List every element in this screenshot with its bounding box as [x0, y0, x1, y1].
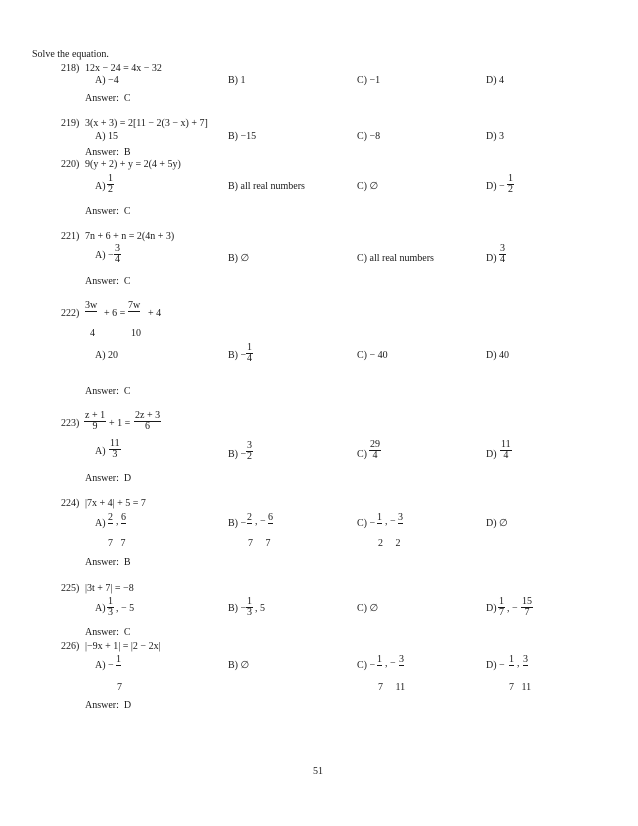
- choice-d-fraction-2: [521, 597, 533, 618]
- denominator: 9: [92, 421, 98, 432]
- answer: Answer: C: [85, 276, 131, 287]
- choice-d: D) ∅: [486, 518, 508, 529]
- denominator: 4: [500, 254, 505, 265]
- numerator: z + 1: [85, 410, 106, 421]
- choice-d-top-2: 3: [523, 654, 528, 665]
- answer: Answer: D: [85, 700, 132, 711]
- choice-b-label: B) −: [228, 449, 247, 460]
- choice-b-bottom: 7 7: [248, 538, 271, 549]
- choice-d-middle: , −: [507, 603, 518, 614]
- choice-b: B) 1: [228, 75, 246, 86]
- numerator: 11: [110, 438, 120, 449]
- choice-c-separator: , −: [385, 658, 396, 669]
- equation-left-denominator: 4: [90, 328, 95, 339]
- choice-d: D) 3: [486, 131, 505, 142]
- choice-c-separator: , −: [385, 516, 396, 527]
- choice-a-top-2: 6: [121, 512, 126, 523]
- answer: Answer: B: [85, 147, 131, 158]
- problem-number: 222): [61, 308, 80, 319]
- denominator: 4: [115, 254, 120, 265]
- choice-a-bottom: 7 7: [108, 538, 126, 549]
- choice-a-label: A) −: [95, 250, 114, 261]
- choice-a-separator: ,: [116, 516, 119, 527]
- choice-c-label: C) −: [357, 518, 376, 529]
- choice-d-fraction-1: [498, 597, 505, 618]
- choice-b-fraction: [246, 343, 253, 364]
- choice-d-label: D): [486, 449, 497, 460]
- choice-c: C) −1: [357, 75, 381, 86]
- choice-d-fraction: [507, 174, 514, 195]
- choice-a-label: A): [95, 181, 106, 192]
- denominator: 3: [247, 607, 252, 618]
- problem-number: 223): [61, 418, 80, 429]
- choice-a-fraction: [107, 174, 114, 195]
- page-number: 51: [313, 766, 323, 777]
- choice-a-top-1: 2: [108, 512, 113, 523]
- problem-number: 221): [61, 231, 80, 242]
- denominator: 6: [145, 421, 151, 432]
- equation: 9(y + 2) + y = 2(4 + 5y): [85, 159, 181, 170]
- choice-c-top-2: 3: [398, 512, 403, 523]
- problem-number: 220): [61, 159, 80, 170]
- equation: |7x + 4| + 5 = 7: [85, 498, 146, 509]
- choice-b-rest: , 5: [255, 603, 265, 614]
- equation-right-denominator: 10: [131, 328, 141, 339]
- equation-left-numerator: 3w: [85, 300, 98, 311]
- equation: 7n + 6 + n = 2(4n + 3): [85, 231, 175, 242]
- equation-middle: + 6 =: [104, 308, 126, 319]
- choice-c-bottom: 7 11: [378, 682, 406, 693]
- choice-d-bottom: 7 11: [509, 682, 532, 693]
- answer: Answer: C: [85, 206, 131, 217]
- denominator: 4: [247, 353, 252, 364]
- choice-b-label: B) −: [228, 350, 247, 361]
- choice-b-fraction: [246, 597, 253, 618]
- choice-d-label: D): [486, 253, 497, 264]
- choice-c: C) all real numbers: [357, 253, 434, 264]
- choice-b: B) −15: [228, 131, 257, 142]
- choice-b: B) ∅: [228, 253, 250, 264]
- answer: Answer: D: [85, 473, 132, 484]
- choice-b-label: B) −: [228, 603, 247, 614]
- answer: Answer: C: [85, 386, 131, 397]
- choice-c: C) ∅: [357, 181, 379, 192]
- choice-d-label: D) −: [486, 181, 505, 192]
- choice-c: C) ∅: [357, 603, 379, 614]
- equation: 3(x + 3) = 2[11 − 2(3 − x) + 7]: [85, 118, 208, 129]
- choice-b-label: B) −: [228, 518, 247, 529]
- equation-middle: + 1 =: [109, 418, 131, 429]
- equation-end: + 4: [148, 308, 162, 319]
- choice-d-label: D): [486, 603, 497, 614]
- answer: Answer: B: [85, 557, 131, 568]
- choice-a-top: 1: [116, 654, 121, 665]
- numerator: 1: [508, 173, 513, 184]
- numerator: 3: [247, 440, 252, 451]
- numerator: 15: [522, 596, 532, 607]
- choice-c-fraction: [369, 440, 381, 461]
- choice-a-fraction: [107, 597, 114, 618]
- choice-a: A) 20: [95, 350, 119, 361]
- choice-d: D) 4: [486, 75, 505, 86]
- denominator: 3: [108, 607, 113, 618]
- problem-number: 225): [61, 583, 80, 594]
- answer: Answer: C: [85, 627, 131, 638]
- numerator: 2z + 3: [135, 410, 161, 421]
- equation-right-numerator: 7w: [128, 300, 141, 311]
- denominator: 4: [372, 450, 378, 461]
- choice-a-label: A): [95, 603, 106, 614]
- choice-b-fraction: [246, 441, 253, 462]
- numerator: 1: [108, 173, 113, 184]
- numerator: 1: [247, 596, 252, 607]
- choice-a-label: A) −: [95, 660, 114, 671]
- numerator: 1: [499, 596, 504, 607]
- problem-number: 224): [61, 498, 80, 509]
- denominator: 4: [503, 450, 509, 461]
- numerator: 1: [108, 596, 113, 607]
- choice-d-top-1: 1: [509, 654, 514, 665]
- equation-right-fraction: [134, 411, 161, 432]
- equation: |3t + 7| = −8: [85, 583, 134, 594]
- choice-a-fraction: [109, 439, 121, 460]
- choice-a-rest: , − 5: [116, 603, 135, 614]
- choice-b-separator: , −: [255, 516, 266, 527]
- denominator: 2: [508, 184, 513, 195]
- choice-c-top-1: 1: [377, 512, 382, 523]
- choice-d-fraction: [499, 244, 506, 265]
- choice-d: D) 40: [486, 350, 510, 361]
- choice-d-label: D) −: [486, 660, 505, 671]
- denominator: 7: [524, 607, 530, 618]
- numerator: 1: [247, 342, 252, 353]
- choice-c-bottom: 2 2: [378, 538, 401, 549]
- choice-a-label: A): [95, 446, 106, 457]
- instruction-heading: Solve the equation.: [32, 49, 109, 60]
- choice-a: A) −4: [95, 75, 119, 86]
- problem-number: 218): [61, 63, 80, 74]
- problem-number: 219): [61, 118, 80, 129]
- equation: |−9x + 1| = |2 − 2x|: [85, 641, 161, 652]
- choice-c-top-1: 1: [377, 654, 382, 665]
- numerator: 11: [501, 439, 511, 450]
- choice-c: C) − 40: [357, 350, 388, 361]
- numerator: 3: [500, 243, 505, 254]
- choice-a-fraction: [114, 244, 121, 265]
- choice-a: A) 15: [95, 131, 119, 142]
- denominator: 2: [247, 451, 252, 462]
- denominator: 2: [108, 184, 113, 195]
- choice-b: B) ∅: [228, 660, 250, 671]
- choice-d-separator: ,: [517, 658, 520, 669]
- choice-a-bottom: 7: [117, 682, 122, 693]
- equation-left-fraction: [84, 411, 106, 432]
- denominator: 3: [112, 449, 118, 460]
- numerator: 29: [370, 439, 380, 450]
- numerator: 3: [115, 243, 120, 254]
- choice-c-top-2: 3: [399, 654, 404, 665]
- choice-a-label: A): [95, 518, 106, 529]
- equation: 12x − 24 = 4x − 32: [85, 63, 162, 74]
- choice-c: C) −8: [357, 131, 381, 142]
- denominator: 7: [499, 607, 504, 618]
- choice-c-label: C): [357, 449, 367, 460]
- choice-c-label: C) −: [357, 660, 376, 671]
- choice-b-top-2: 6: [268, 512, 273, 523]
- choice-d-fraction: [500, 440, 512, 461]
- answer: Answer: C: [85, 93, 131, 104]
- choice-b-top-1: 2: [247, 512, 252, 523]
- problem-number: 226): [61, 641, 80, 652]
- choice-b: B) all real numbers: [228, 181, 305, 192]
